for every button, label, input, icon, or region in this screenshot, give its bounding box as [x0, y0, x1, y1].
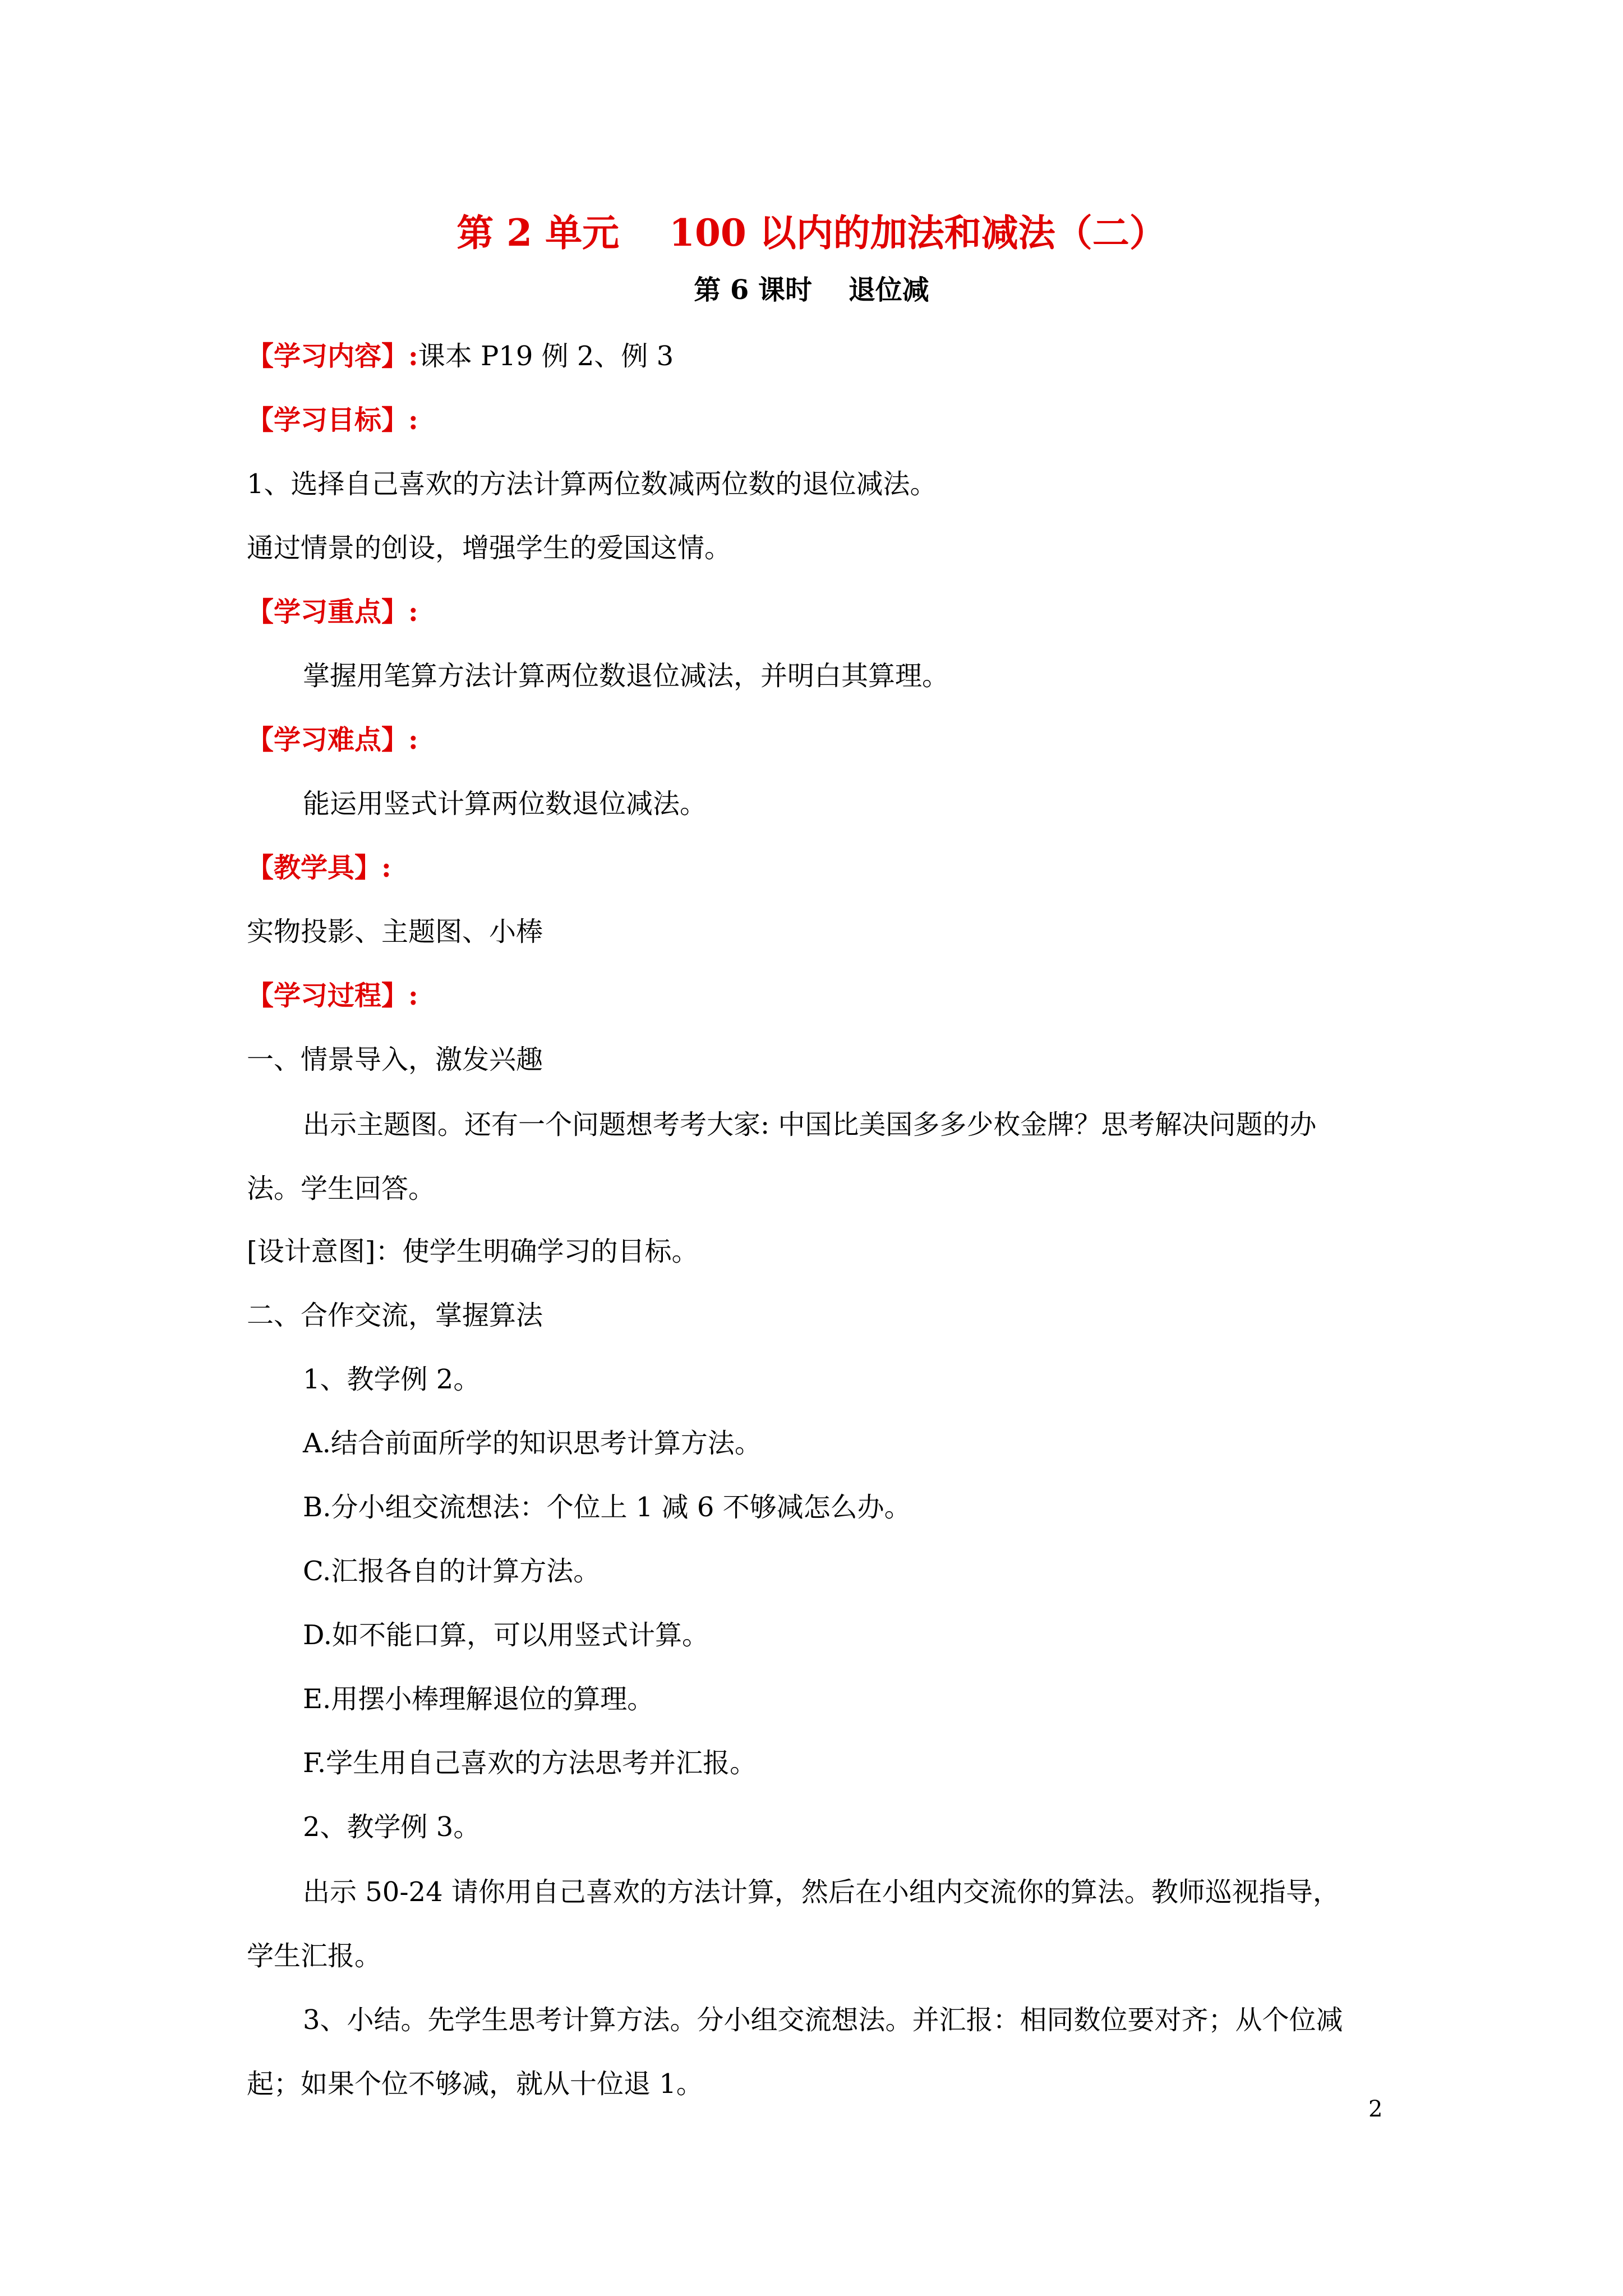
teaching-tools-text: 实物投影、主题图、小棒	[247, 916, 543, 947]
example-3-heading: 2、教学例 3。	[303, 1811, 481, 1843]
section-1-paragraph: 出示主题图。还有一个问题想考考大家: 中国比美国多多少枚金牌？思考解决问题的办法。学生回答。	[247, 1109, 1317, 1204]
step-b: B.分小组交流想法：个位上 1 减 6 不够减怎么办。	[303, 1492, 911, 1523]
summary-paragraph: 3、小结。先学生思考计算方法。分小组交流想法。并汇报：相同数位要对齐；从个位减起；如果个位不够减，就从十位退 1。	[247, 2004, 1343, 2100]
key-point-heading: 【学习重点】:	[247, 596, 418, 628]
example-2-heading: 1、教学例 2。	[303, 1364, 481, 1395]
step-c: C.汇报各自的计算方法。	[303, 1556, 601, 1587]
learning-content-text: 课本 P19 例 2、例 3	[418, 341, 674, 372]
page-number: 2	[1368, 2096, 1383, 2122]
step-e: E.用摆小棒理解退位的算理。	[303, 1683, 654, 1715]
difficulty-heading: 【学习难点】:	[247, 724, 418, 756]
section-1-heading: 一、情景导入，激发兴趣	[247, 1044, 543, 1075]
teaching-tools-heading: 【教学具】:	[247, 852, 391, 884]
step-f: F.学生用自己喜欢的方法思考并汇报。	[303, 1747, 757, 1779]
learning-goal-1: 1、选择自己喜欢的方法计算两位数减两位数的退位减法。	[247, 468, 937, 500]
key-point-text: 掌握用笔算方法计算两位数退位减法，并明白其算理。	[303, 660, 949, 692]
learning-content-label: 【学习内容】:	[247, 341, 418, 372]
design-intent: [设计意图]：使学生明确学习的目标。	[247, 1236, 699, 1267]
page-title: 第 2 单元 100 以内的加法和减法（二）	[457, 211, 1166, 255]
difficulty-text: 能运用竖式计算两位数退位减法。	[303, 788, 707, 820]
learning-content-line	[247, 337, 1385, 376]
learning-goal-2: 通过情景的创设，增强学生的爱国这情。	[247, 532, 732, 564]
section-2-heading: 二、合作交流，掌握算法	[247, 1300, 543, 1331]
example-3-paragraph: 出示 50-24 请你用自己喜欢的方法计算，然后在小组内交流你的算法。教师巡视指导，学生汇报。	[247, 1876, 1340, 1972]
learning-goal-heading: 【学习目标】:	[247, 404, 418, 436]
lesson-subtitle: 第 6 课时 退位减	[694, 274, 929, 306]
step-a: A.结合前面所学的知识思考计算方法。	[303, 1428, 762, 1459]
step-d: D.如不能口算，可以用竖式计算。	[303, 1619, 709, 1651]
learning-process-heading: 【学习过程】:	[247, 980, 418, 1011]
